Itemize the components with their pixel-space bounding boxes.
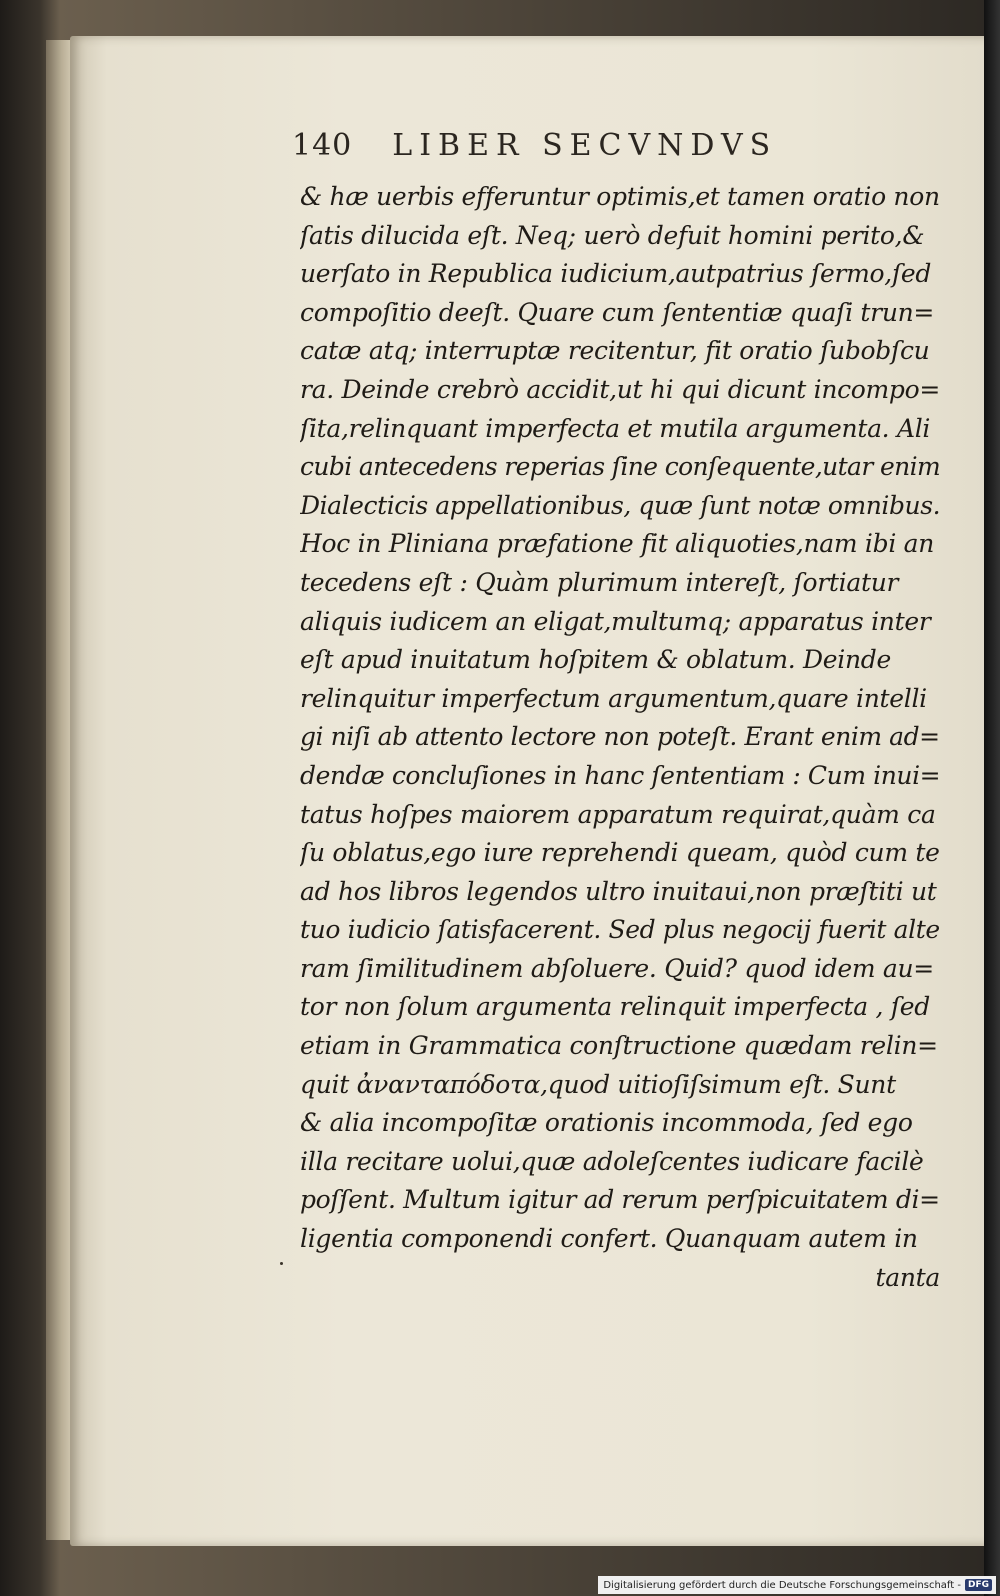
text-line: ad hos libros legendos ultro inuitaui,non præſtiti ut	[300, 876, 937, 906]
text-line: eſt apud inuitatum hoſpitem & oblatum. Deinde	[300, 645, 891, 675]
text-line: ſu oblatus,ego iure reprehendi queam, quòd cum te	[300, 838, 940, 868]
text-line: illa recitare uolui,quæ adoleſcentes iudicare facilè	[300, 1146, 924, 1176]
text-line: ra. Deinde crebrò accidit,ut hi qui dicunt incompo=	[300, 374, 940, 404]
digitization-footer	[598, 1576, 996, 1594]
ink-speck	[280, 1262, 283, 1265]
text-line: aliquis iudicem an eligat,multumq; apparatus inter	[300, 606, 931, 636]
text-line: relinquitur imperfectum argumentum,quare intelli	[300, 683, 927, 713]
text-line: etiam in Grammatica conſtructione quædam relin=	[300, 1031, 938, 1061]
text-line: dendæ concluſiones in hanc ſententiam : Cum inui=	[300, 760, 940, 790]
text-line: ſatis dilucida eſt. Neq; uerò defuit homini perito,&	[300, 220, 925, 250]
page-edge-left	[46, 40, 72, 1540]
catchword: tanta	[875, 1262, 940, 1292]
scan-border-right	[984, 0, 1000, 1596]
text-line: tuo iudicio ſatisfacerent. Sed plus negocij fuerit alte	[300, 915, 940, 945]
text-line: quit ἀνανταπόδοτα,quod uitioſiſsimum eſt. Sunt	[300, 1069, 896, 1099]
text-line: compoſitio deeſt. Quare cum ſententiæ quaſi trun=	[300, 297, 935, 327]
running-head: LIBER SECVNDVS	[392, 128, 778, 163]
dfg-logo: DFG	[965, 1579, 992, 1591]
text-line: poſſent. Multum igitur ad rerum perſpicuitatem di=	[300, 1185, 940, 1215]
text-line: ligentia componendi confert. Quanquam autem in	[300, 1224, 918, 1254]
footer-credit: Digitalisierung gefördert durch die Deutsche Forschungsgemeinschaft -	[603, 1579, 961, 1591]
text-line: & hæ uerbis efferuntur optimis,et tamen oratio non	[300, 182, 940, 211]
text-line: ram ſimilitudinem abſoluere. Quid? quod idem au=	[300, 953, 934, 983]
text-line: uerſato in Republica iudicium,autpatrius ſermo,ſed	[300, 259, 932, 289]
page-number: 140	[292, 128, 353, 163]
text-line: cubi antecedens reperias ſine conſequente,utar enim	[300, 452, 940, 482]
page-header	[292, 128, 812, 168]
text-line: & alia incompoſitæ orationis incommoda, ſed ego	[300, 1108, 913, 1138]
text-line: tor non ſolum argumenta relinquit imperfecta , ſed	[300, 992, 930, 1022]
text-line: Dialecticis appellationibus, quæ ſunt notæ omnibus.	[300, 490, 940, 520]
text-line: tecedens eſt : Quàm plurimum intereſt, ſortiatur	[300, 567, 899, 597]
text-line: gi niſi ab attento lectore non poteſt. Erant enim ad=	[300, 722, 940, 752]
text-line: catæ atq; interruptæ recitentur, fit oratio ſubobſcu	[300, 336, 930, 366]
text-line: Hoc in Pliniana præfatione fit aliquoties,nam ibi an	[300, 529, 935, 559]
body-text	[300, 178, 940, 1297]
text-line: tatus hoſpes maiorem apparatum requirat,quàm ca	[300, 799, 936, 829]
text-line: ſita,relinquant imperfecta et mutila argumenta. Ali	[300, 413, 931, 443]
